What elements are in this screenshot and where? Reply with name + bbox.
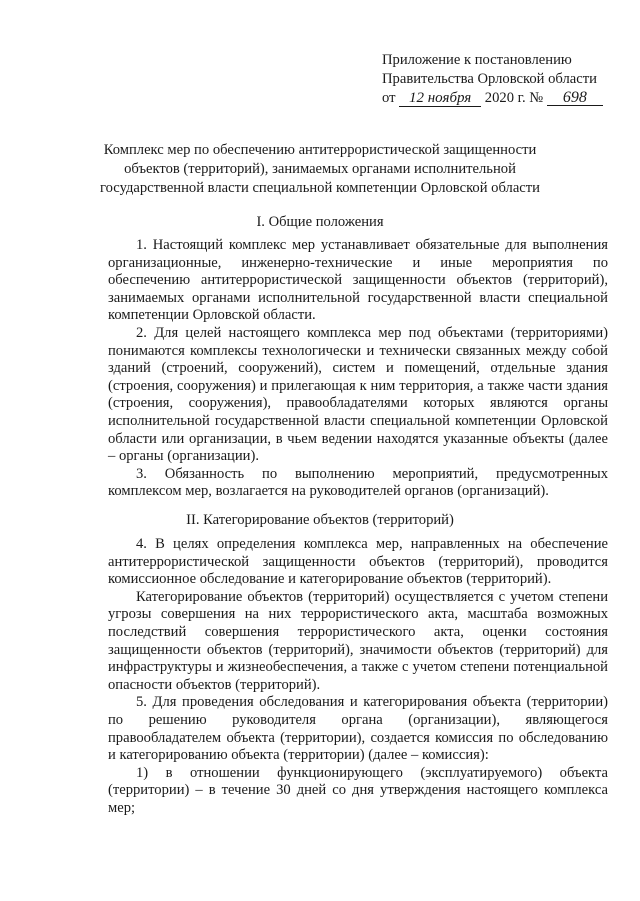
paragraph-5-item-1: 1) в отношении функционирующего (эксплуатируемого) объекта (территории) – в течение 30 дней со дня утверждения настоящего комплекса мер; xyxy=(108,764,608,816)
paragraph-1: 1. Настоящий комплекс мер устанавливает обязательные для выполнения организационные, инженерно-технические и иные мероприятия по обеспечению антитеррористической защищенности объектов (территорий), занимаемых органами исполнительной государственной власти специальной компетенции Орловской области. xyxy=(108,237,608,324)
approval-year-number-label: 2020 г. № xyxy=(484,90,544,106)
paragraph-5: 5. Для проведения обследования и категорирования объекта (территории) по решению руководителя органа (организации), являющегося правообладателем объекта (территории), создается комиссия по обследованию и категорированию объекта (территории) (далее – комиссия): xyxy=(108,694,608,764)
approval-stamp xyxy=(382,51,622,108)
title-line-2: объектов (территорий), занимаемых органами исполнительной xyxy=(124,161,516,177)
handwritten-date: 12 ноября xyxy=(399,91,481,107)
section-1-body xyxy=(108,237,608,501)
paragraph-2: 2. Для целей настоящего комплекса мер под объектами (территориями) понимаются комплексы технологически и технически связанных между собой зданий (строений, сооружений), систем и помещений, отдельные здания (строения, сооружения) и прилегающая к ним территория, а также части здания (строения, сооружения), правообладателями которых являются органы исполнительной государственной власти специальной компетенции Орловской области или организации, в чьем ведении находятся указанные объекты (далее – органы (организации). xyxy=(108,324,608,465)
section-heading-2: II. Категорирование объектов (территорий) xyxy=(186,512,454,528)
approval-from-label: от xyxy=(382,90,396,106)
section-2-body xyxy=(108,536,608,818)
paragraph-categorization: Категорирование объектов (территорий) осуществляется с учетом степени угрозы совершения на них террористического акта, масштаба возможных последствий совершения террористического акта, оценки состояния защищенности объектов (территорий), значимости объектов (территорий) для инфраструктуры и жизнеобеспечения, а также с учетом степени потенциальной опасности объектов (территорий). xyxy=(108,588,608,693)
title-line-1: Комплекс мер по обеспечению антитеррористической защищенности xyxy=(103,142,537,158)
document-title xyxy=(40,141,600,198)
section-heading-1: I. Общие положения xyxy=(256,214,384,230)
approval-line-2: Правительства Орловской области xyxy=(382,71,597,87)
paragraph-3: 3. Обязанность по выполнению мероприятий, предусмотренных комплексом мер, возлагается на руководителей органов (организаций). xyxy=(108,465,608,500)
handwritten-number: 698 xyxy=(547,90,603,106)
title-line-3: государственной власти специальной компетенции Орловской области xyxy=(100,180,540,196)
approval-line-3 xyxy=(382,89,622,108)
paragraph-4: 4. В целях определения комплекса мер, направленных на обеспечение антитеррористической защищенности объектов (территорий), проводится комиссионное обследование и категорирование объектов (территорий). xyxy=(108,536,608,588)
approval-line-1: Приложение к постановлению xyxy=(382,52,572,68)
